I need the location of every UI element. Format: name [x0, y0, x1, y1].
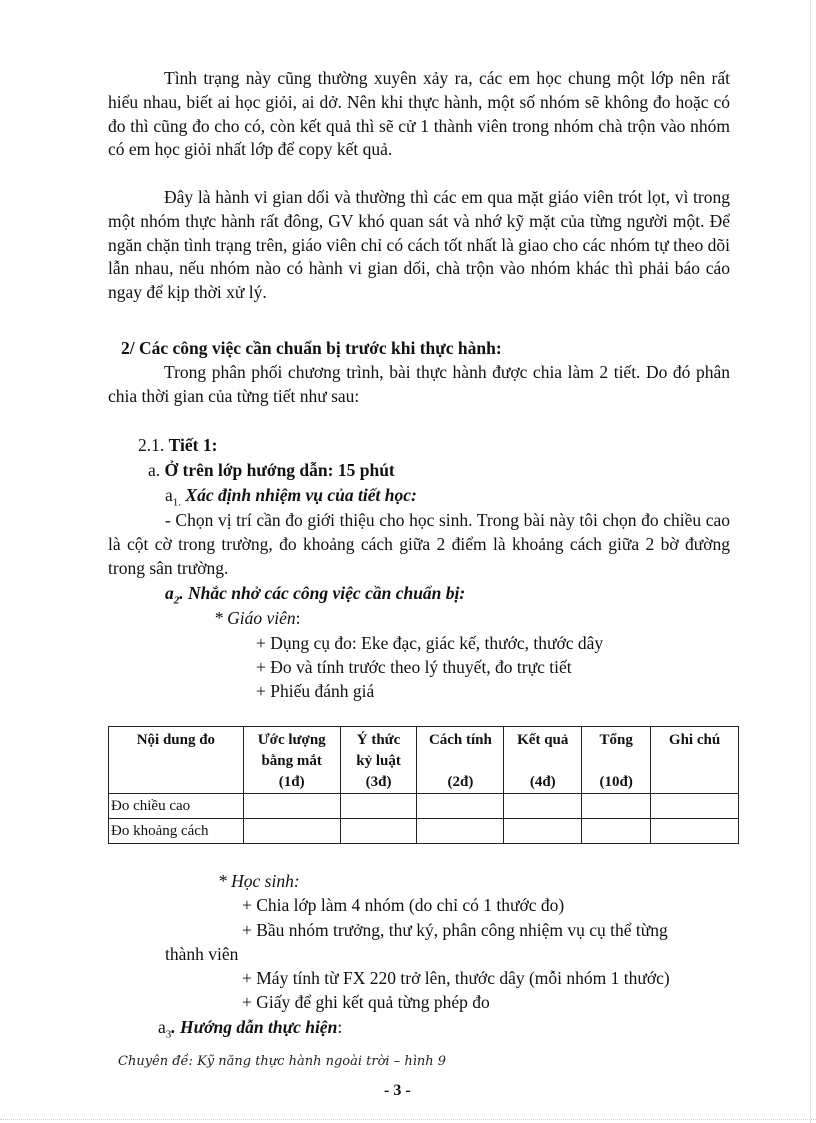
- item-a3-heading: [158, 1016, 342, 1046]
- table-cell: [340, 794, 417, 819]
- item-a3-colon: :: [337, 1017, 343, 1037]
- table-cell-row-label: Đo chiều cao: [109, 794, 244, 819]
- page-edge-right: [810, 0, 811, 1123]
- table-header-cell: Ước lượng bằng mắt (1đ): [243, 727, 340, 794]
- item-a3-title: . Hướng dẫn thực hiện: [171, 1017, 338, 1037]
- table-cell: [340, 819, 417, 844]
- item-a3-label: a: [158, 1017, 166, 1037]
- teacher-item: + Đo và tính trước theo lý thuyết, đo trực tiết: [256, 657, 572, 677]
- page-number: - 3 -: [384, 1082, 411, 1099]
- table-header-cell: Tổng (10đ): [582, 727, 651, 794]
- item-a2-subscript: 2: [173, 594, 180, 607]
- student-item-continuation: thành viên: [165, 944, 239, 964]
- item-a-label: a.: [148, 460, 161, 480]
- item-a2-label: a: [165, 583, 174, 603]
- student-item: + Chia lớp làm 4 nhóm (do chỉ có 1 thước đo): [242, 895, 565, 915]
- student-label: * Học sinh:: [218, 871, 300, 891]
- table-cell: [243, 794, 340, 819]
- paragraph-lesson-split: Trong phân phối chương trình, bài thực hành được chia làm 2 tiết. Do đó phân chia thời gian của từng tiết như sau:: [108, 362, 730, 406]
- subsection-title: Tiết 1:: [168, 435, 218, 455]
- table-cell: [504, 794, 582, 819]
- table-row: [109, 794, 739, 819]
- paragraph-task-description: - Chọn vị trí cần đo giới thiệu cho học sinh. Trong bài này tôi chọn đo chiều cao là cột cờ trong trường, đo khoảng cách giữa 2 điểm là khoảng cách giữa 2 bờ đường trong sân trường.: [108, 510, 730, 578]
- section-2-heading: 2/ Các công việc cần chuẩn bị trước khi thực hành:: [121, 338, 502, 358]
- table-header-cell: Cách tính (2đ): [417, 727, 504, 794]
- teacher-item: + Dụng cụ đo: Eke đạc, giác kế, thước, thước dây: [256, 633, 604, 653]
- table-header-cell: Kết quả (4đ): [504, 727, 582, 794]
- table-header-row: [109, 727, 739, 794]
- table-row: [109, 819, 739, 844]
- teacher-label-colon: :: [295, 608, 301, 628]
- item-a1-subscript: 1.: [172, 496, 182, 509]
- item-a3-subscript: 3: [165, 1028, 172, 1041]
- page-footer: Chuyên đề: Kỹ năng thực hành ngoài trời – hình 9: [118, 1054, 447, 1069]
- page-edge-bottom: [0, 1119, 816, 1120]
- evaluation-table: [108, 726, 739, 844]
- table-cell: [582, 819, 651, 844]
- teacher-item: + Phiếu đánh giá: [256, 681, 375, 701]
- paragraph-prevention: Đây là hành vi gian dối và thường thì các em qua mặt giáo viên trót lọt, vì trong một nhóm thực hành rất đông, GV khó quan sát và nhớ kỹ mặt của từng người một. Để ngăn chặn tình trạng trên, giáo viên chỉ có cách tốt nhất là giao cho các nhóm tự theo dõi lẫn nhau, nếu nhóm nào có hành vi gian dối, chà trộn vào nhóm khác thì phải báo cáo ngay để kịp thời xử lý.: [108, 187, 730, 303]
- item-a1-label: a: [165, 485, 173, 505]
- table-header-cell: Ý thức kỷ luật (3đ): [340, 727, 417, 794]
- subsection-number: 2.1.: [138, 435, 165, 455]
- student-item: + Bầu nhóm trưởng, thư ký, phân công nhiệm vụ cụ thể từng: [242, 920, 668, 940]
- table-header-cell: Nội dung đo: [109, 727, 244, 794]
- table-cell: [417, 819, 504, 844]
- item-a2-title: . Nhắc nhở các công việc cần chuẩn bị:: [179, 583, 466, 603]
- table-cell: [417, 794, 504, 819]
- table-cell: [651, 794, 739, 819]
- table-header-cell: Ghi chú: [651, 727, 739, 794]
- item-a1-title: Xác định nhiệm vụ của tiết học:: [185, 485, 417, 505]
- paragraph-cheating-situation: Tình trạng này cũng thường xuyên xảy ra, các em học chung một lớp nên rất hiểu nhau, biết ai học giỏi, ai dở. Nên khi thực hành, một số nhóm sẽ không đo hoặc có đo thì cũng đo cho có, còn kết quả thì sẽ cử 1 thành viên trong nhóm chà trộn vào nhóm có em học giỏi nhất lớp để copy kết quả.: [108, 68, 730, 160]
- item-a-title: Ở trên lớp hướng dẫn: 15 phút: [164, 460, 395, 480]
- table-cell: [243, 819, 340, 844]
- item-a-heading: [148, 459, 395, 481]
- teacher-label-line: [214, 607, 301, 629]
- table-cell: [504, 819, 582, 844]
- table-cell: [582, 794, 651, 819]
- student-item: + Giấy để ghi kết quả từng phép đo: [242, 992, 490, 1012]
- table-cell-row-label: Đo khoảng cách: [109, 819, 244, 844]
- subsection-2-1-heading: [138, 434, 217, 456]
- student-item: + Máy tính từ FX 220 trở lên, thước dây (mỗi nhóm 1 thước): [242, 968, 670, 988]
- table-cell: [651, 819, 739, 844]
- item-a2-heading: [165, 582, 465, 612]
- teacher-label: * Giáo viên: [214, 608, 296, 628]
